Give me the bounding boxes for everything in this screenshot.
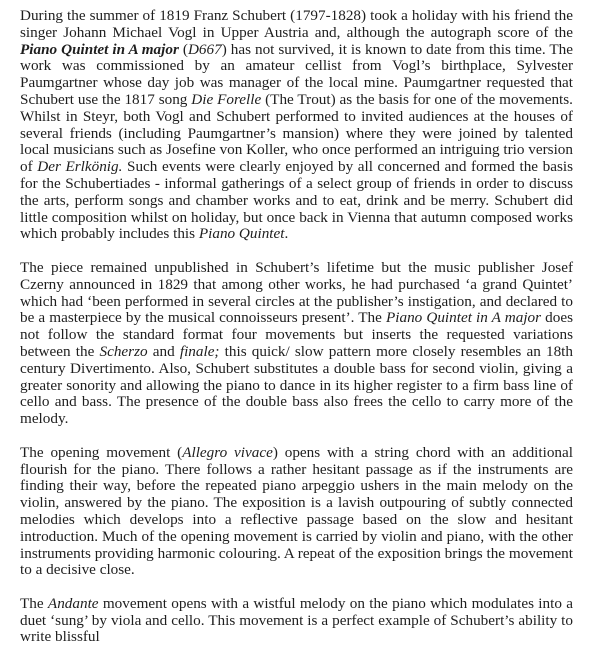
paragraph-andante-movement [20,596,573,646]
text-run: movement opens with a wistful melody on the piano which modulates into a duet ‘sung’ by viola and cello. This movement is a perfect example of Schubert’s ability to write blissful [20,594,573,646]
work-title-emphasis: Piano Quintet in A major [20,40,179,58]
catalogue-number: D667 [187,40,222,58]
movement-name: Scherzo [99,342,148,360]
text-run: and [147,342,180,360]
tempo-marking: Allegro vivace [182,443,273,461]
text-run: The piece remained unpublished in Schubert’s lifetime but the music publisher Josef Czerny announced in 1829 that among other works, he had purchased ‘a grand Quintet’ which had ‘been performed in several circles at the publisher’s instigation, and declared to be a masterpiece by the musical connoisseurs present’. The [20,258,573,327]
paragraph-schubert-holiday [20,8,573,243]
text-run: ) opens with a string chord with an additional flourish for the piano. There follows a rather hesitant passage as if the instruments are finding their way, before the repeated piano arpeggio ushers in the main melody on the violin, answered by the piano. The exposition is a lavish outpouring of subtly connected melodies which develops into a reflective passage based on the slow and hesitant introduction. Much of the opening movement is carried by violin and piano, with the other instruments providing harmonic colouring. A repeat of the exposition brings the movement to a decisive close. [20,443,573,579]
document-page [20,8,573,663]
work-title: Piano Quintet [198,225,285,243]
song-title: Der Erlkönig. [37,158,123,176]
text-run: does not follow the standard format four movements but inserts the requested variations between the [20,309,573,360]
movement-name: finale; [179,342,220,360]
text-run: The [20,594,48,612]
work-title: Piano Quintet in A major [385,309,542,327]
song-title: Die Forelle [191,90,262,108]
text-run: ) has not survived, it is known to date from this time. The work was commissioned by an amateur cellist from Vogl’s birthplace, Sylvester Paumgartner whose day job was manager of the local mine. Paumgartner requested that Schubert use the 1817 song [20,40,574,108]
text-run: The opening movement ( [20,443,183,461]
paragraph-first-movement [20,445,573,579]
text-run: (The Trout) as the basis for one of the movements. Whilst in Steyr, both Vogl and Schubert performed to invited audiences at the houses of several friends (including Paumgartner’s mansion) where they were joined by talented local musicians such as Josefine von Koller, who once performed an intriguing trio version of [20,90,573,176]
text-run: this quick/ slow pattern more closely resembles an 18th century Divertimento. Also, Schubert substitutes a double bass for second violin, giving a greater sonority and allowing the piano to dance in its higher register to a firm bass line of cello and bass. The presence of the double bass also frees the cello to carry more of the melody. [20,342,573,428]
text-run: Such events were clearly enjoyed by all concerned and formed the basis for the Schubertiades - informal gatherings of a select group of friends in order to discuss the arts, perform songs and chamber works and to eat, drink and be merry. Schubert did little composition whilst on holiday, but once back in Vienna that autumn composed works which probably includes this [20,158,573,243]
tempo-marking: Andante [47,594,99,612]
paragraph-publication-history [20,260,573,428]
text-run: . [284,225,289,243]
text-run: During the summer of 1819 Franz Schubert (1797-1828) took a holiday with his friend the singer Johann Michael Vogl in Upper Austria and, although the autograph score of the [20,7,573,41]
text-run: ( [178,40,188,58]
